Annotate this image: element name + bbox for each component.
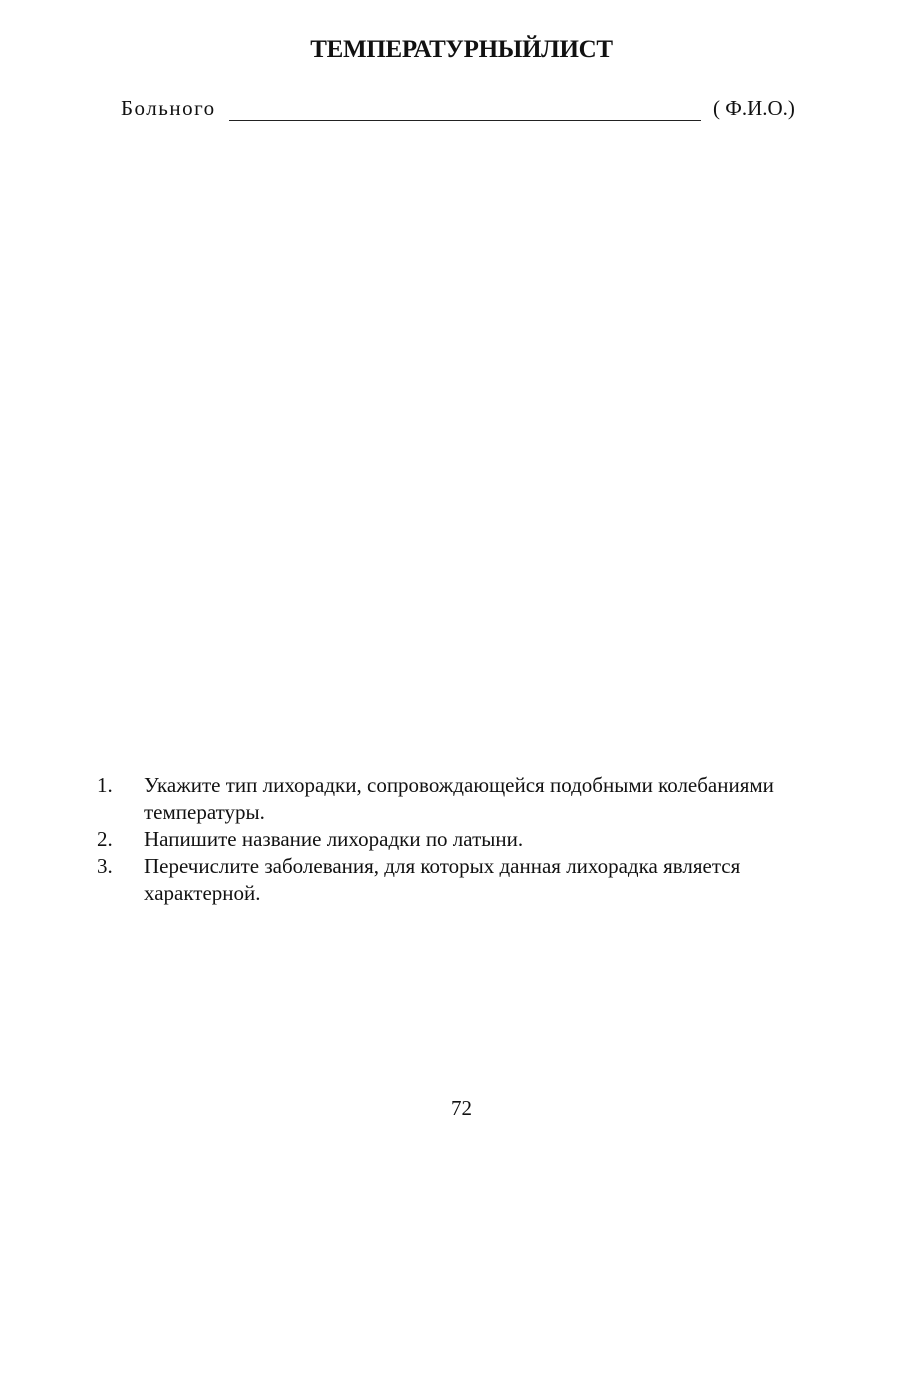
temperature-chart-area <box>90 150 830 750</box>
question-text: Укажите тип лихорадки, сопровождающейся подобными колебаниями температуры. <box>144 773 774 824</box>
question-item <box>97 826 837 853</box>
question-item <box>97 853 837 907</box>
patient-label: Больного <box>121 96 216 120</box>
patient-name-blank <box>229 120 701 121</box>
question-list <box>97 772 837 907</box>
question-number: 3. <box>97 854 113 878</box>
page-title: ТЕМПЕРАТУРНЫЙЛИСТ <box>310 36 613 63</box>
question-item <box>97 772 837 826</box>
question-number: 1. <box>97 773 113 797</box>
patient-name-line <box>121 96 811 126</box>
page-number: 72 <box>451 1096 472 1120</box>
question-number: 2. <box>97 827 113 851</box>
question-text: Напишите название лихорадки по латыни. <box>144 827 524 851</box>
patient-name-hint: ( Ф.И.О.) <box>713 96 795 120</box>
question-text: Перечислите заболевания, для которых данная лихорадка является характерной. <box>144 854 741 905</box>
